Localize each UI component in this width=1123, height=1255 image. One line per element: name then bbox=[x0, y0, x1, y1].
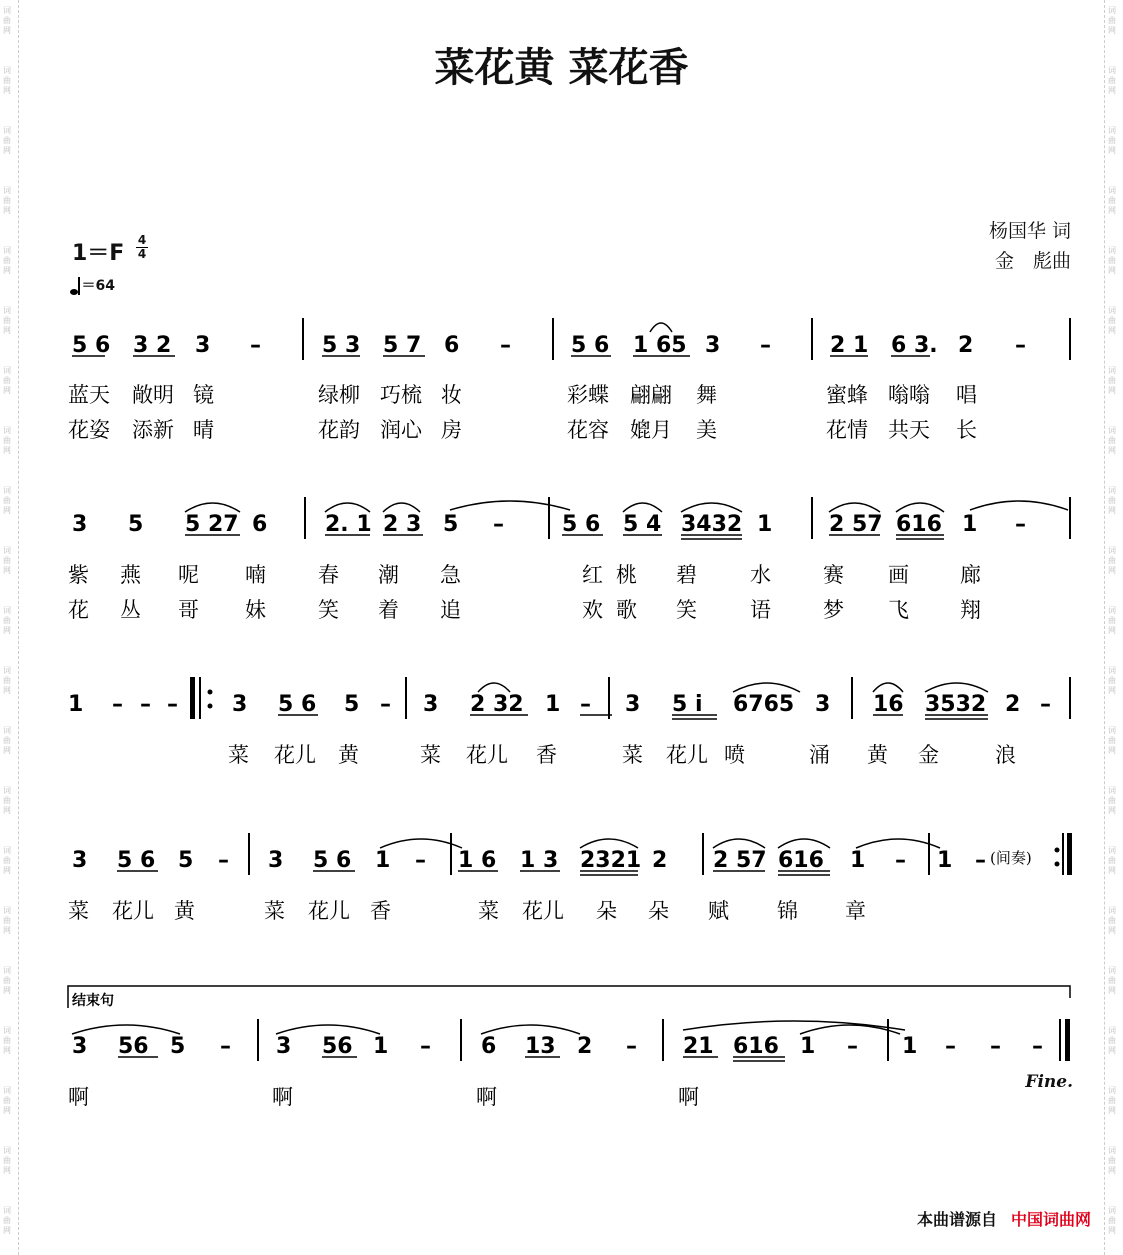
lyric-verse1: 赋 bbox=[708, 899, 729, 923]
lyric-verse1: 黄 bbox=[174, 899, 195, 923]
lyric-verse1: 锦 bbox=[777, 899, 798, 923]
lyric-verse2: 笑 bbox=[318, 598, 339, 622]
note-3-3: – bbox=[218, 848, 229, 873]
note-2-13: 5 i bbox=[672, 692, 703, 717]
note-2-17: 3532 bbox=[925, 692, 987, 717]
note-1-4: 2. 1 bbox=[325, 512, 372, 537]
interlude-label: (间奏) bbox=[990, 849, 1032, 867]
note-2-4: 3 bbox=[232, 692, 248, 717]
lyric-verse1: 彩蝶 bbox=[567, 383, 609, 407]
note-4-8: 6 bbox=[481, 1034, 497, 1059]
lyric-verse1: 绿柳 bbox=[318, 383, 360, 407]
final-bar-thick bbox=[1065, 1019, 1070, 1061]
lyric-verse1: 菜 bbox=[478, 899, 499, 923]
lyric-verse2: 翔 bbox=[960, 598, 981, 622]
note-0-10: 3 bbox=[705, 333, 721, 358]
key-signature: 1＝F bbox=[72, 241, 125, 266]
note-2-6: 5 bbox=[344, 692, 360, 717]
lyric-verse2: 晴 bbox=[193, 418, 214, 442]
note-0-5: 5 7 bbox=[383, 333, 422, 358]
source-credit bbox=[917, 1207, 1091, 1230]
watermark-text: 词曲网 bbox=[3, 846, 11, 875]
note-3-5: 5 6 bbox=[313, 848, 352, 873]
lyric-verse1: 桃 bbox=[616, 563, 637, 587]
lyric-verse1: 花儿 bbox=[112, 899, 154, 923]
slur bbox=[970, 501, 1068, 510]
note-1-9: 5 4 bbox=[623, 512, 662, 537]
lyric-verse1: 嗡嗡 bbox=[888, 383, 930, 407]
note-3-17: – bbox=[975, 848, 986, 873]
lyric-verse1: 啊 bbox=[68, 1085, 89, 1109]
watermark-text: 词曲网 bbox=[1108, 666, 1116, 695]
lyric-verse1: 花儿 bbox=[666, 743, 708, 767]
lyric-verse1: 呢 bbox=[178, 563, 199, 587]
note-3-8: 1 6 bbox=[458, 848, 497, 873]
lyric-verse2: 花 bbox=[68, 598, 89, 622]
lyric-verse2: 美 bbox=[696, 418, 717, 442]
note-4-14: 1 bbox=[800, 1034, 816, 1059]
note-3-2: 5 bbox=[178, 848, 194, 873]
note-2-18: 2 bbox=[1005, 692, 1021, 717]
lyric-verse1: 廊 bbox=[960, 563, 981, 587]
watermark-text: 词曲网 bbox=[1108, 366, 1116, 395]
lyric-verse2: 追 bbox=[440, 598, 461, 622]
note-0-11: – bbox=[760, 333, 771, 358]
note-4-9: 13 bbox=[525, 1034, 556, 1059]
note-3-10: 2321 bbox=[580, 848, 642, 873]
lyric-verse2: 花韵 bbox=[318, 418, 360, 442]
slur bbox=[383, 503, 420, 512]
slur bbox=[873, 683, 903, 692]
watermark-text: 词曲网 bbox=[1108, 246, 1116, 275]
lyric-verse1: 啊 bbox=[678, 1085, 699, 1109]
note-0-8: 5 6 bbox=[571, 333, 610, 358]
slur bbox=[713, 839, 765, 848]
lyricist-credit: 杨国华 词 bbox=[988, 220, 1071, 242]
lyric-verse1: 香 bbox=[370, 899, 391, 923]
lyric-verse1: 紫 bbox=[68, 563, 89, 587]
lyric-verse1: 春 bbox=[318, 563, 339, 587]
repeat-dot bbox=[1055, 862, 1060, 867]
lyric-verse2: 花容 bbox=[567, 418, 609, 442]
watermark-text: 词曲网 bbox=[3, 966, 11, 995]
time-top: 4 bbox=[137, 233, 147, 247]
slur bbox=[380, 839, 462, 848]
watermark-text: 词曲网 bbox=[1108, 426, 1116, 455]
watermark-text: 词曲网 bbox=[1108, 546, 1116, 575]
lyric-verse2: 媲月 bbox=[630, 418, 672, 442]
note-4-13: 616 bbox=[733, 1034, 779, 1059]
note-3-7: – bbox=[415, 848, 426, 873]
note-1-2: 5 27 bbox=[185, 512, 239, 537]
note-0-15: – bbox=[1015, 333, 1026, 358]
lyric-verse2: 妹 bbox=[245, 598, 266, 622]
slur bbox=[683, 1021, 905, 1030]
lyric-verse2: 笑 bbox=[676, 598, 697, 622]
watermark-text: 词曲网 bbox=[3, 1206, 11, 1235]
note-4-15: – bbox=[847, 1034, 858, 1059]
watermark-text: 词曲网 bbox=[1108, 186, 1116, 215]
note-4-16: 1 bbox=[902, 1034, 918, 1059]
watermark-text: 词曲网 bbox=[3, 606, 11, 635]
note-4-0: 3 bbox=[72, 1034, 88, 1059]
note-3-13: 616 bbox=[778, 848, 824, 873]
lyric-verse2: 添新 bbox=[132, 418, 174, 442]
note-2-11: – bbox=[580, 692, 591, 717]
song-title: 菜花黄 菜花香 bbox=[434, 44, 689, 91]
note-1-15: – bbox=[1015, 512, 1026, 537]
lyric-verse1: 蜜蜂 bbox=[826, 383, 868, 407]
note-3-4: 3 bbox=[268, 848, 284, 873]
note-1-3: 6 bbox=[252, 512, 268, 537]
note-3-16: 1 bbox=[937, 848, 953, 873]
lyric-verse1: 菜 bbox=[68, 899, 89, 923]
note-3-14: 1 bbox=[850, 848, 866, 873]
lyric-verse2: 飞 bbox=[888, 598, 909, 622]
slur bbox=[681, 503, 742, 512]
watermark-text: 词曲网 bbox=[1108, 1206, 1116, 1235]
lyric-verse1: 香 bbox=[536, 743, 557, 767]
lyric-verse1: 菜 bbox=[264, 899, 285, 923]
note-0-3: – bbox=[250, 333, 261, 358]
lyric-verse1: 燕 bbox=[120, 563, 141, 587]
note-1-7: – bbox=[493, 512, 504, 537]
note-0-7: – bbox=[500, 333, 511, 358]
note-4-4: 3 bbox=[276, 1034, 292, 1059]
note-0-1: 3 2 bbox=[133, 333, 172, 358]
note-1-8: 5 6 bbox=[562, 512, 601, 537]
watermark-text: 词曲网 bbox=[3, 906, 11, 935]
lyric-verse1: 画 bbox=[888, 563, 909, 587]
note-2-12: 3 bbox=[625, 692, 641, 717]
slur bbox=[650, 323, 672, 332]
watermark-text: 词曲网 bbox=[1108, 606, 1116, 635]
lyric-verse2: 丛 bbox=[120, 598, 141, 622]
lyric-verse1: 黄 bbox=[338, 743, 359, 767]
watermark-text: 词曲网 bbox=[1108, 486, 1116, 515]
watermark-text: 词曲网 bbox=[3, 1086, 11, 1115]
lyric-verse1: 朵 bbox=[596, 899, 617, 923]
source-site-link[interactable]: 中国词曲网 bbox=[1010, 1210, 1091, 1229]
note-1-11: 1 bbox=[757, 512, 773, 537]
note-2-15: 3 bbox=[815, 692, 831, 717]
slur bbox=[829, 503, 880, 512]
note-3-15: – bbox=[895, 848, 906, 873]
watermark-text: 词曲网 bbox=[1108, 846, 1116, 875]
watermark-text: 词曲网 bbox=[1108, 786, 1116, 815]
watermark-text: 词曲网 bbox=[1108, 1146, 1116, 1175]
watermark-text: 词曲网 bbox=[1108, 6, 1116, 35]
lyric-verse2: 润心 bbox=[380, 418, 422, 442]
note-3-0: 3 bbox=[72, 848, 88, 873]
slur bbox=[623, 503, 662, 512]
lyric-verse1: 黄 bbox=[867, 743, 888, 767]
note-2-16: 16 bbox=[873, 692, 904, 717]
note-2-19: – bbox=[1040, 692, 1051, 717]
ending-label: 结束句 bbox=[72, 993, 114, 1009]
note-0-4: 5 3 bbox=[322, 333, 361, 358]
watermark-text: 词曲网 bbox=[3, 1026, 11, 1055]
lyric-verse1: 镜 bbox=[193, 383, 214, 407]
slur bbox=[276, 1025, 380, 1034]
watermark-text: 词曲网 bbox=[3, 6, 11, 35]
note-1-5: 2 3 bbox=[383, 512, 422, 537]
fine-marking: Fine. bbox=[1025, 1072, 1073, 1092]
repeat-dot bbox=[208, 690, 213, 695]
slur bbox=[778, 839, 830, 848]
note-3-9: 1 3 bbox=[520, 848, 559, 873]
lyric-verse1: 花儿 bbox=[466, 743, 508, 767]
lyric-verse1: 花儿 bbox=[274, 743, 316, 767]
watermark-text: 词曲网 bbox=[3, 666, 11, 695]
note-1-13: 616 bbox=[896, 512, 942, 537]
repeat-start-thick bbox=[190, 677, 195, 719]
lyric-verse1: 急 bbox=[440, 563, 461, 587]
lyric-verse1: 舞 bbox=[696, 383, 717, 407]
note-4-1: 56 bbox=[118, 1034, 149, 1059]
note-2-8: 3 bbox=[423, 692, 439, 717]
watermark-text: 词曲网 bbox=[1108, 306, 1116, 335]
note-4-6: 1 bbox=[373, 1034, 389, 1059]
note-4-17: – bbox=[945, 1034, 956, 1059]
lyric-verse1: 花儿 bbox=[308, 899, 350, 923]
lyric-verse1: 金 bbox=[918, 743, 939, 767]
lyric-verse2: 着 bbox=[378, 598, 399, 622]
lyric-verse2: 长 bbox=[956, 418, 977, 442]
lyric-verse1: 红 bbox=[582, 563, 603, 587]
lyric-verse1: 菜 bbox=[622, 743, 643, 767]
slur bbox=[925, 683, 988, 692]
note-4-11: – bbox=[626, 1034, 637, 1059]
note-3-6: 1 bbox=[375, 848, 391, 873]
note-3-1: 5 6 bbox=[117, 848, 156, 873]
note-1-10: 3432 bbox=[681, 512, 743, 537]
slur bbox=[580, 839, 638, 848]
time-bottom: 4 bbox=[137, 247, 147, 261]
note-2-10: 1 bbox=[545, 692, 561, 717]
lyric-verse1: 巧梳 bbox=[380, 383, 422, 407]
note-0-2: 3 bbox=[195, 333, 211, 358]
note-4-19: – bbox=[1032, 1034, 1043, 1059]
note-0-6: 6 bbox=[444, 333, 460, 358]
watermark-text: 词曲网 bbox=[3, 486, 11, 515]
lyric-verse1: 浪 bbox=[995, 743, 1016, 767]
repeat-end-thick bbox=[1067, 833, 1072, 875]
note-0-9: 1 65 bbox=[633, 333, 687, 358]
ending-bracket bbox=[68, 986, 1070, 1008]
note-0-13: 6 3. bbox=[891, 333, 938, 358]
lyric-verse2: 房 bbox=[441, 418, 462, 442]
note-4-18: – bbox=[990, 1034, 1001, 1059]
lyric-verse1: 花儿 bbox=[522, 899, 564, 923]
source-label: 本曲谱源自 bbox=[916, 1210, 997, 1229]
lyric-verse1: 潮 bbox=[378, 563, 399, 587]
note-1-12: 2 57 bbox=[829, 512, 883, 537]
lyric-verse2: 语 bbox=[750, 598, 771, 622]
watermark-text: 词曲网 bbox=[3, 306, 11, 335]
lyric-verse2: 歌 bbox=[616, 598, 637, 622]
note-4-2: 5 bbox=[170, 1034, 186, 1059]
slur bbox=[325, 503, 370, 512]
watermark-text: 词曲网 bbox=[1108, 906, 1116, 935]
note-1-6: 5 bbox=[443, 512, 459, 537]
note-4-3: – bbox=[220, 1034, 231, 1059]
lyric-verse2: 欢 bbox=[582, 598, 603, 622]
lyric-verse1: 涌 bbox=[809, 743, 830, 767]
tempo-value: ＝64 bbox=[81, 278, 115, 294]
lyric-verse1: 碧 bbox=[676, 563, 697, 587]
watermark-text: 词曲网 bbox=[3, 126, 11, 155]
note-2-9: 2 32 bbox=[470, 692, 524, 717]
slur bbox=[481, 1025, 580, 1034]
note-4-7: – bbox=[420, 1034, 431, 1059]
lyric-verse1: 啊 bbox=[476, 1085, 497, 1109]
note-0-14: 2 bbox=[958, 333, 974, 358]
lyric-verse1: 啊 bbox=[272, 1085, 293, 1109]
lyric-verse1: 蓝天 bbox=[68, 383, 110, 407]
watermark-text: 词曲网 bbox=[1108, 126, 1116, 155]
watermark-text: 词曲网 bbox=[1108, 1086, 1116, 1115]
watermark-text: 词曲网 bbox=[3, 246, 11, 275]
lyric-verse1: 敞明 bbox=[132, 383, 174, 407]
slur bbox=[72, 1025, 180, 1034]
note-2-0: 1 bbox=[68, 692, 84, 717]
lyric-verse1: 菜 bbox=[228, 743, 249, 767]
note-0-0: 5 6 bbox=[72, 333, 111, 358]
note-1-1: 5 bbox=[128, 512, 144, 537]
lyric-verse2: 共天 bbox=[888, 418, 930, 442]
lyric-verse2: 花情 bbox=[826, 418, 868, 442]
slur bbox=[896, 503, 944, 512]
repeat-dot bbox=[208, 704, 213, 709]
watermark-text: 词曲网 bbox=[3, 426, 11, 455]
note-1-0: 3 bbox=[72, 512, 88, 537]
watermark-text: 词曲网 bbox=[1108, 66, 1116, 95]
note-3-12: 2 57 bbox=[713, 848, 767, 873]
lyric-verse1: 唱 bbox=[956, 383, 977, 407]
watermark-text: 词曲网 bbox=[3, 186, 11, 215]
note-2-1: – bbox=[112, 692, 123, 717]
slur bbox=[185, 503, 240, 512]
watermark-text: 词曲网 bbox=[3, 546, 11, 575]
lyric-verse2: 梦 bbox=[823, 598, 844, 622]
note-2-5: 5 6 bbox=[278, 692, 317, 717]
note-4-12: 21 bbox=[683, 1034, 714, 1059]
slur bbox=[478, 683, 510, 692]
lyric-verse1: 菜 bbox=[420, 743, 441, 767]
lyric-verse1: 喷 bbox=[724, 743, 745, 767]
slur bbox=[733, 683, 800, 692]
note-2-14: 6765 bbox=[733, 692, 795, 717]
composer-credit: 金 彪曲 bbox=[994, 250, 1071, 272]
note-2-2: – bbox=[140, 692, 151, 717]
slur bbox=[856, 839, 940, 848]
watermark-text: 词曲网 bbox=[3, 786, 11, 815]
note-3-11: 2 bbox=[652, 848, 668, 873]
lyric-verse1: 朵 bbox=[648, 899, 669, 923]
note-4-5: 56 bbox=[322, 1034, 353, 1059]
lyric-verse1: 水 bbox=[750, 563, 771, 587]
watermark-text: 词曲网 bbox=[1108, 1026, 1116, 1055]
watermark-text: 词曲网 bbox=[3, 1146, 11, 1175]
lyric-verse2: 花姿 bbox=[68, 418, 110, 442]
lyric-verse1: 翩翩 bbox=[630, 383, 672, 407]
note-0-12: 2 1 bbox=[830, 333, 869, 358]
watermark-text: 词曲网 bbox=[1108, 966, 1116, 995]
slur bbox=[450, 501, 570, 510]
lyric-verse1: 章 bbox=[845, 899, 866, 923]
note-4-10: 2 bbox=[577, 1034, 593, 1059]
lyric-verse1: 喃 bbox=[245, 563, 266, 587]
watermark-text: 词曲网 bbox=[1108, 726, 1116, 755]
repeat-dot bbox=[1055, 848, 1060, 853]
lyric-verse1: 赛 bbox=[823, 563, 844, 587]
watermark-text: 词曲网 bbox=[3, 66, 11, 95]
note-2-3: – bbox=[167, 692, 178, 717]
note-2-7: – bbox=[380, 692, 391, 717]
lyric-verse1: 妆 bbox=[441, 383, 462, 407]
lyric-verse2: 哥 bbox=[178, 598, 199, 622]
watermark-text: 词曲网 bbox=[3, 726, 11, 755]
note-1-14: 1 bbox=[962, 512, 978, 537]
watermark-text: 词曲网 bbox=[3, 366, 11, 395]
